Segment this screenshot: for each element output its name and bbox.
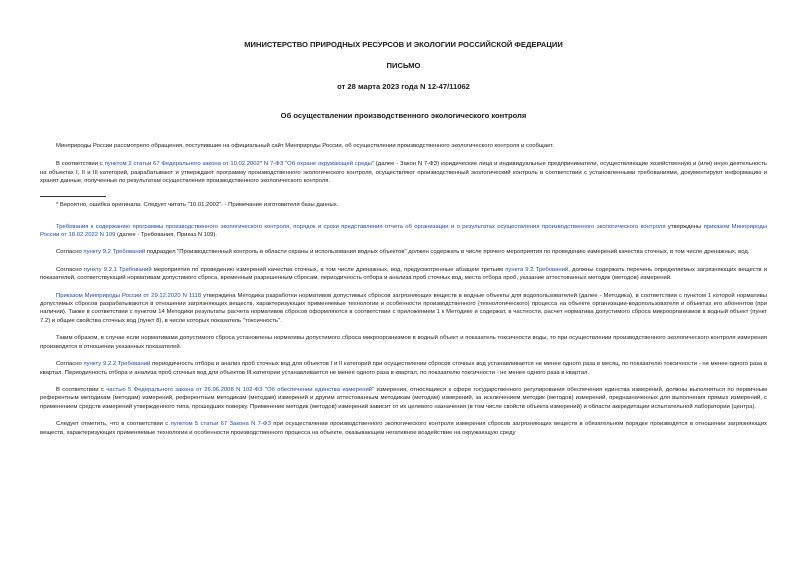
ministry-title: МИНИСТЕРСТВО ПРИРОДНЫХ РЕСУРСОВ И ЭКОЛОГИИ РОССИЙСКОЙ ФЕДЕРАЦИИ [244,40,563,49]
paragraph-5-text-2: мероприятия по проведению измерений качества сточных, в том числе дренажных, вод, предусмотренные абзацем третьим [151,266,506,273]
paragraph-4-text-1: Согласно [56,249,84,256]
law-7fz-article-67-item-5-link[interactable]: пунктом 5 статьи 67 Закона N 7-ФЗ [170,421,271,428]
footnote: * Вероятно, ошибка оригинала. Следует читать "10.01.2002". - Примечание изготовителя базы данных. [56,201,339,208]
paragraph-1-text: Минприроды России рассмотрело обращения, поступившие на официальный сайт Минприроды России, об осуществлении производственного экологического контроля и сообщает. [56,143,554,149]
paragraph-8-text-2: периодичность отбора и анализ проб сточных вод для объектов I и II категорий при осуществлении сбросов сточных вод устанавливается не менее одного раза в месяц, по показателю токсичности - не менее одного раза в квартал. Периодичность отбора и анализа проб сточных вод для объектов III категории устанавливается не менее одного раза в квартал, по показателю токсичности - не менее одного раза в квартал. [40,361,767,376]
paragraph-2-text-1: В соответствии с [56,161,105,168]
paragraph-7 [40,334,767,351]
paragraph-5-text-1: Согласно [56,266,84,273]
paragraph-6 [40,292,767,326]
paragraph-2 [40,160,767,185]
paragraph-9 [40,386,767,411]
document-subject: Об осуществлении производственного экологического контроля [280,111,527,120]
footnote-divider [40,196,106,197]
law-102fz-link[interactable]: частью 5 Федерального закона от 26.06.2008 N 102-ФЗ "Об обеспечении единства измерений" [106,386,375,393]
item-9-2-link-2[interactable]: пункта 9.2 Требований [505,266,569,273]
paragraph-2-text-2: (далее - Закон N 7-ФЗ) юридические лица и индивидуальные предприниматели, осуществляющие хозяйственную и (или) иную деятельность на объектах I, II и III категорий, разрабатывают и утверждают программу производственного экологического контроля, осуществляют производственный экологический контроль в соответствии с установленными требованиями, документируют информацию и хранят данные, полученные по результатам осуществления производственного экологического контроля. [40,161,768,185]
paragraph-5-text-3: , должны содержать перечень определяемых загрязняющих веществ и показателей, соответствующий нормативам допустимого сброса, временным разрешенным сбросам, периодичность отбора и анализа проб сточных вод, места отбора проб, указание аттестованных методик (методов) измерений. [40,266,767,282]
paragraph-4 [40,248,767,256]
paragraph-8 [40,360,767,377]
paragraph-3-text-1: утверждены [665,223,704,230]
requirements-link[interactable]: Требования к содержанию программы производственного экологического контроля, порядок и сроки представления отчета об организации и о результатах осуществления производственного экологического контроля [56,223,666,230]
paragraph-5 [40,266,767,283]
order-1118-link[interactable]: Приказом Минприроды России от 29.12.2020 N 1118 [56,292,202,299]
paragraph-9-text-1: В соответствии с [56,386,107,393]
paragraph-6-text-1: утверждена Методика разработки нормативов допустимых сбросов загрязняющих веществ в водные объекты для водопользователей (далее - Методика), в соответствии с пунктом 1 которой нормативы допустимых сбросов разрабатываются в отношении загрязняющих веществ, характеризующих применяемые технологии и особенности производственного (технологического) процесса на объекте организации-водопользователя и объектах его абонентов (при наличии). Также в соответствии с пунктом 14 Методики результаты расчета нормативов сбросов оформляются в соответствии с приложением 1 к Методике и содержат, в частности, расчет норматива допустимого сброса микроорганизмов в водный объект (пункт 7.2) и общие свойства сточных вод (пункт 8), в числе которых показатель "токсичность". [40,292,767,324]
law-7fz-article-67-link[interactable]: пунктом 2 статьи 67 Федерального закона от 10.02.2002* N 7-ФЗ "Об охране окружающей среды" [104,161,374,168]
paragraph-3-text-2: (далее - Требования, Приказ N 109). [115,232,218,239]
item-9-2-link[interactable]: пункту 9.2 Требований [83,249,146,256]
paragraph-10-text-2: при осуществлении производственного экологического контроля измерения сбросов загрязняющих веществ в обязательном порядке производятся в отношении загрязняющих веществ, характеризующих применяемые технологии и особенности производственного процесса на объекте, оказывающем негативное воздействие на окружающую среду [40,421,767,436]
paragraph-9-text-2: измерения, относящиеся к сфере государственного регулирования обеспечения единства измерений, должны выполняться по первичным референтным методикам (методам) измерений, референтным методикам (методам) измерений и другим аттестованным методикам (методам) измерений, за исключением методик (методов) измерений, предназначенных для выполнения прямых измерений, с применением средств измерений утвержденного типа, прошедших поверку. Применение методик (методов) измерений зависит от их целевого назначения (в том числе свойств объекта измерений) и области аккредитации испытательной лаборатории (центра). [40,386,767,410]
item-9-2-1-link[interactable]: пункту 9.2.1 Требований [83,266,152,273]
paragraph-8-text-1: Согласно [56,361,84,368]
paragraph-4-text-2: подраздел "Производственный контроль в области охраны и использования водных объектов" должен содержать в числе прочего мероприятия по проведению измерений качества сточных, в том числе дренажных, вод. [145,249,750,256]
paragraph-3 [40,223,767,240]
document-date: от 28 марта 2023 года N 12-47/11062 [337,82,470,91]
paragraph-10-text-1: Следует отметить, что в соответствии с [56,421,171,428]
paragraph-7-text: Таким образом, в случае если нормативами допустимого сброса установлены нормативы допустимого сброса микроорганизмов в водный объект и показатель токсичности воды, то при осуществлении производственного экологического контроля измерения производятся в отношении указанных показателей. [40,335,767,350]
paragraph-10 [40,420,767,437]
paragraph-1 [40,142,767,150]
item-9-2-2-link[interactable]: пункту 9.2.2 Требований [83,361,151,368]
document-type: ПИСЬМО [386,61,421,70]
order-109-link[interactable]: приказом Минприроды России от 18.02.2022 N 109 [40,223,767,239]
